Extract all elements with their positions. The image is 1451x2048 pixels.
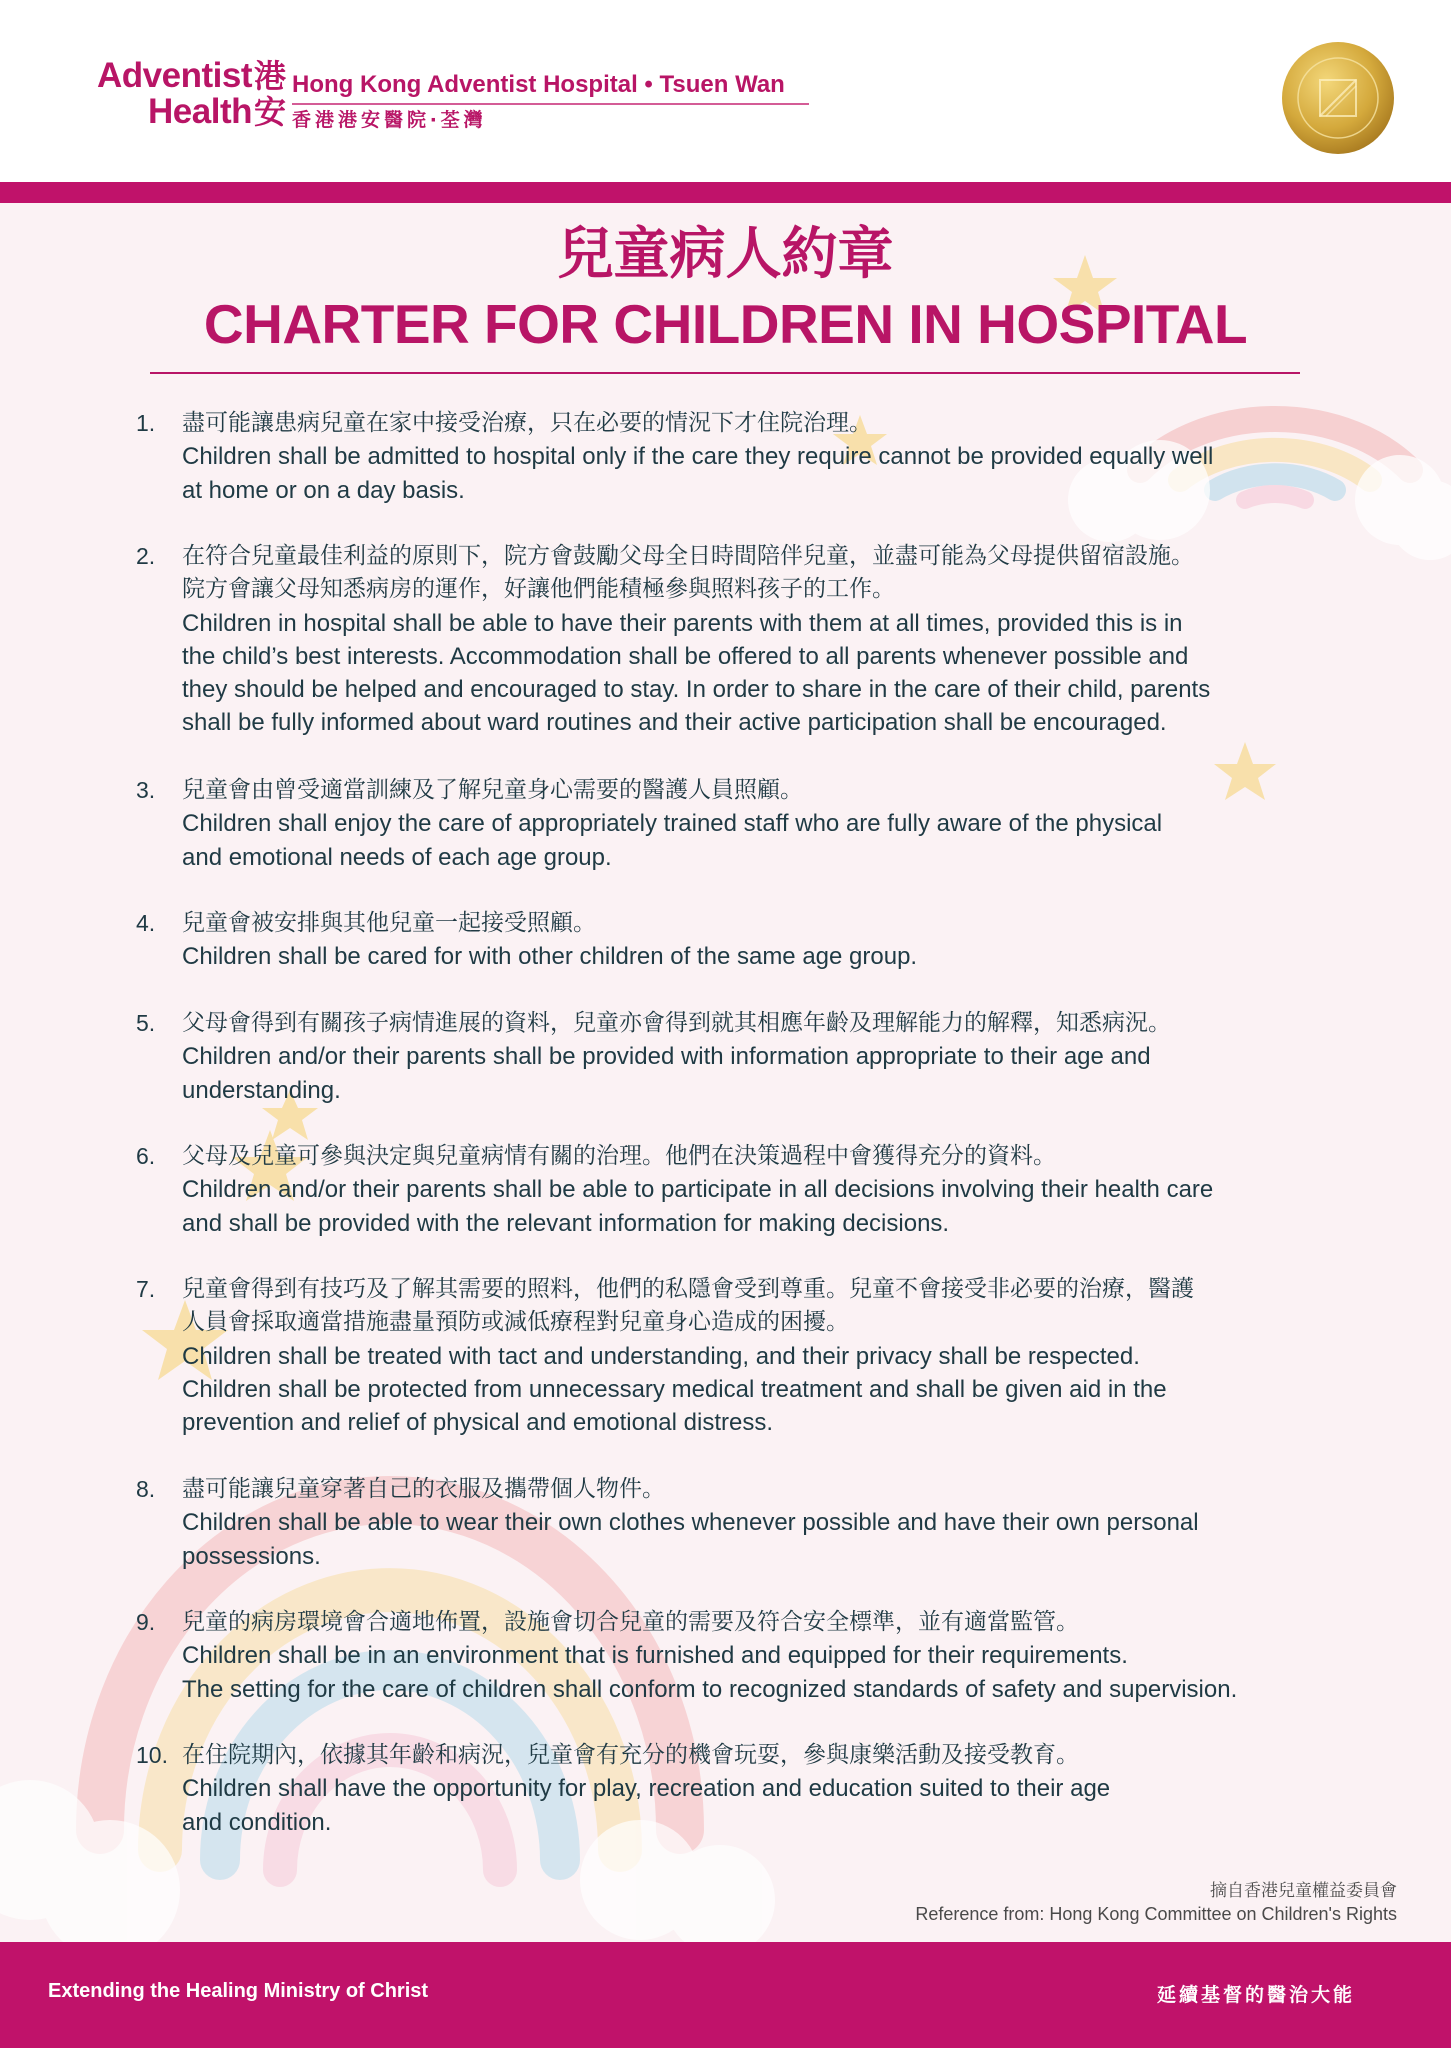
item-number: 8. [136, 1476, 156, 1502]
item-text-en: Children in hospital shall be able to have their parents with them at all times, provided this is in [182, 609, 1183, 637]
footer-bar [0, 1942, 1451, 2048]
logo-char-on: 安 [254, 93, 287, 131]
item-text-en: Children and/or their parents shall be provided with information appropriate to their age and [182, 1043, 1151, 1071]
item-text-en: Children shall be able to wear their own clothes whenever possible and have their own personal [182, 1509, 1199, 1537]
item-text-en: and shall be provided with the relevant information for making decisions. [182, 1209, 950, 1237]
item-text-zh: 兒童會被安排與其他兒童一起接受照顧。 [182, 910, 596, 936]
item-text-zh: 在住院期內，依據其年齡和病況，兒童會有充分的機會玩耍，參與康樂活動及接受教育。 [182, 1742, 1079, 1768]
item-number: 2. [136, 543, 156, 569]
item-text-en: they should be helped and encouraged to stay. In order to share in the care of their child, parents [182, 676, 1211, 704]
item-text-en: possessions. [182, 1542, 321, 1570]
item-number: 4. [136, 910, 156, 936]
reference-note [915, 1880, 1397, 1926]
reference-en: Reference from: Hong Kong Committee on Children's Rights [915, 1904, 1397, 1924]
item-body [182, 1273, 1357, 1439]
item-body [182, 1473, 1357, 1573]
hospital-name-en: Hong Kong Adventist Hospital • Tsuen Wan [292, 71, 785, 98]
page-title-zh: 兒童病人約章 [557, 222, 894, 287]
item-text-en: prevention and relief of physical and emotional distress. [182, 1409, 773, 1437]
item-body [182, 1739, 1357, 1839]
item-text-en: and emotional needs of each age group. [182, 843, 612, 871]
item-body [182, 1140, 1357, 1240]
item-number: 9. [136, 1609, 156, 1635]
item-number: 5. [136, 1010, 156, 1036]
item-body [182, 774, 1357, 874]
reference-zh: 摘自香港兒童權益委員會 [1210, 1881, 1397, 1900]
item-number: 10. [136, 1742, 168, 1768]
item-text-en: and condition. [182, 1808, 332, 1836]
item-body [182, 1007, 1357, 1107]
item-text-en: Children shall be in an environment that is furnished and equipped for their requirements. [182, 1642, 1128, 1670]
item-text-zh: 父母及兒童可參與決定與兒童病情有關的治理。他們在決策過程中會獲得充分的資料。 [182, 1143, 1056, 1169]
item-text-zh: 父母會得到有關孩子病情進展的資料，兒童亦會得到就其相應年齡及理解能力的解釋，知悉病況。 [182, 1010, 1171, 1036]
item-body [182, 540, 1357, 740]
item-text-en: the child’s best interests. Accommodation shall be offered to all parents whenever possible and [182, 642, 1189, 670]
item-number: 6. [136, 1143, 156, 1169]
item-text-zh: 在符合兒童最佳利益的原則下，院方會鼓勵父母全日時間陪伴兒童，並盡可能為父母提供留宿設施。 [182, 543, 1194, 569]
page-title-en: CHARTER FOR CHILDREN IN HOSPITAL [203, 293, 1248, 355]
logo-line-health: Health [148, 92, 252, 131]
footer-tagline-en: Extending the Healing Ministry of Christ [48, 1980, 429, 2002]
item-number: 3. [136, 777, 156, 803]
item-text-en: Children shall be treated with tact and understanding, and their privacy shall be respected. [182, 1342, 1140, 1370]
logo-char-gang: 港 [254, 57, 287, 95]
item-text-en: Children shall be protected from unnecessary medical treatment and shall be given aid in the [182, 1375, 1167, 1403]
item-number: 1. [136, 410, 156, 436]
item-body [182, 907, 1357, 974]
hospital-name-zh: 香港港安醫院‧荃灣 [292, 109, 487, 131]
logo-line-adventist: Adventist [97, 56, 252, 95]
item-text-en: Children shall be admitted to hospital only if the care they require cannot be provided equally well [182, 443, 1214, 471]
item-text-zh: 盡可能讓兒童穿著自己的衣服及攜帶個人物件。 [182, 1476, 665, 1502]
item-text-en: shall be fully informed about ward routines and their active participation shall be encouraged. [182, 709, 1167, 737]
item-number: 7. [136, 1276, 156, 1302]
item-text-zh: 兒童會由曾受適當訓練及了解兒童身心需要的醫護人員照顧。 [182, 777, 803, 803]
item-text-en: Children shall enjoy the care of appropriately trained staff who are fully aware of the physical [182, 810, 1163, 838]
item-text-zh: 院方會讓父母知悉病房的運作，好讓他們能積極參與照料孩子的工作。 [182, 576, 895, 603]
item-body [182, 407, 1357, 507]
item-text-en: Children shall have the opportunity for play, recreation and education suited to their age [182, 1775, 1111, 1803]
item-text-en: Children and/or their parents shall be able to participate in all decisions involving their health care [182, 1176, 1214, 1204]
item-text-en: at home or on a day basis. [182, 476, 465, 504]
item-text-en: The setting for the care of children shall conform to recognized standards of safety and supervision. [182, 1675, 1238, 1703]
item-text-zh: 人員會採取適當措施盡量預防或減低療程對兒童身心造成的困擾。 [182, 1309, 849, 1336]
footer-tagline-zh: 延續基督的醫治大能 [1156, 1984, 1355, 2006]
item-text-zh: 盡可能讓患病兒童在家中接受治療，只在必要的情況下才住院治理。 [182, 410, 872, 436]
item-text-zh: 兒童的病房環境會合適地佈置，設施會切合兒童的需要及符合安全標準，並有適當監管。 [182, 1609, 1079, 1635]
item-text-en: understanding. [182, 1076, 341, 1104]
item-body [182, 1606, 1357, 1706]
item-text-en: Children shall be cared for with other children of the same age group. [182, 943, 918, 971]
item-text-zh: 兒童會得到有技巧及了解其需要的照料，他們的私隱會受到尊重。兒童不會接受非必要的治療，醫護 [182, 1276, 1194, 1302]
